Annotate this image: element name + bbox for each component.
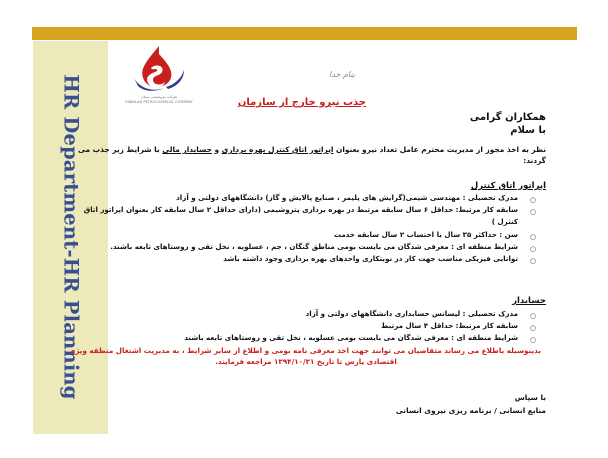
list-item-text: توانایی فیزیکی مناسب جهت کار در نوبتکاری واحدهای بهره برداری وجود داشته باشد (223, 254, 518, 264)
greeting: با سلام (510, 125, 546, 136)
list-item (76, 320, 546, 332)
top-accent-bar (32, 27, 577, 40)
logo-caption: شرکت پتروشیمی سبلان (140, 95, 178, 99)
application-notice: بدینوسیله باطلاع می رساند متقاضیان می توانند جهت اخذ معرفی نامه بومی و اطلاع از سایر شرایط ، به مدیریت اشتغال منطقه ویژه اقتصادی پارس تا تاریخ ۱۳۹۴/۱۰/۳۱ مراجعه فرمایند. (70, 346, 542, 366)
intro-role-operator: اپراتور اتاق کنترل بهره برداری (221, 145, 334, 154)
salutation: همکاران گرامی (469, 112, 546, 123)
section-heading-operator: اپراتور اتاق کنترل (470, 181, 546, 191)
basmala: بنام خدا (329, 70, 355, 79)
list-item-text: مدرک تحصیلی : مهندسی شیمی(گرایش های پلیمر ، صنایع پالایش و گاز) دانشگاههای دولتی و آزاد (176, 193, 518, 202)
intro-paragraph (66, 144, 546, 166)
company-logo (118, 44, 200, 108)
list-item (76, 192, 546, 204)
list-item (76, 204, 546, 228)
intro-role-accountant: حسابدار مالی (162, 145, 212, 154)
list-item-text: سن : حداکثر ۳۵ سال با احتساب ۲ سال سابقه خدمت (333, 229, 518, 239)
logo-mark-icon (118, 44, 200, 94)
sidebar-title: HR Department-HR Planning (59, 74, 83, 400)
list-item-text: سابقه کار مرتبط: حداقل ۴ سال مرتبط (381, 321, 518, 331)
list-item-text: شرایط منطقه ای : معرفی شدگان می بایست بومی مناطق گنگان ، جم ، عسلویه ، نخل تقی و روستاهای تابعه باشند. (110, 241, 518, 251)
closing-text: با سپاس (514, 393, 546, 402)
list-item-text: سابقه کار مرتبط: حداقل ۶ سال سابقه مرتبط در بهره برداری پتروشیمی (دارای حداقل ۲ سال سابقه کار بعنوان اپراتور اتاق کنترل ) (83, 205, 518, 227)
bullet-icon: ○ (529, 312, 536, 320)
bullet-icon: ○ (529, 232, 536, 241)
list-item (76, 308, 546, 320)
intro-joiner: و (211, 145, 222, 154)
list-item-text: مدرک تحصیلی : لیسانس حسابداری دانشگاههای دولتی و آزاد (305, 309, 518, 318)
bullet-icon: ○ (529, 244, 536, 253)
list-item-text: شرایط منطقه ای : معرفی شدگان می بایست بومی عسلویه ، نخل تقی و روستاهای تابعه باشند (184, 333, 518, 343)
signature: منابع انسانی / برنامه ریزی نیروی انسانی (395, 406, 546, 415)
bullet-icon: ○ (529, 257, 536, 266)
bullet-icon: ○ (529, 196, 536, 204)
ad-title: جذب نیرو خارج از سازمان (237, 97, 366, 108)
intro-tail: با شرایط زیر جذب می گردند: (78, 145, 546, 165)
operator-requirements-list (76, 192, 546, 265)
accountant-requirements-list (76, 308, 546, 345)
section-heading-accountant: حسابدار (512, 296, 546, 306)
bullet-icon: ○ (529, 324, 536, 333)
intro-text: نظر به اخذ مجوز از مدیریت محترم عامل تعداد نیرو بعنوان (333, 145, 546, 154)
bullet-icon: ○ (529, 336, 536, 345)
list-item (76, 332, 546, 344)
bullet-icon: ○ (529, 208, 536, 217)
list-item (76, 253, 546, 265)
list-item (76, 229, 546, 241)
list-item (76, 241, 546, 253)
logo-caption-en: SABALAN PETROCHEMICAL COMPANY (125, 100, 193, 104)
